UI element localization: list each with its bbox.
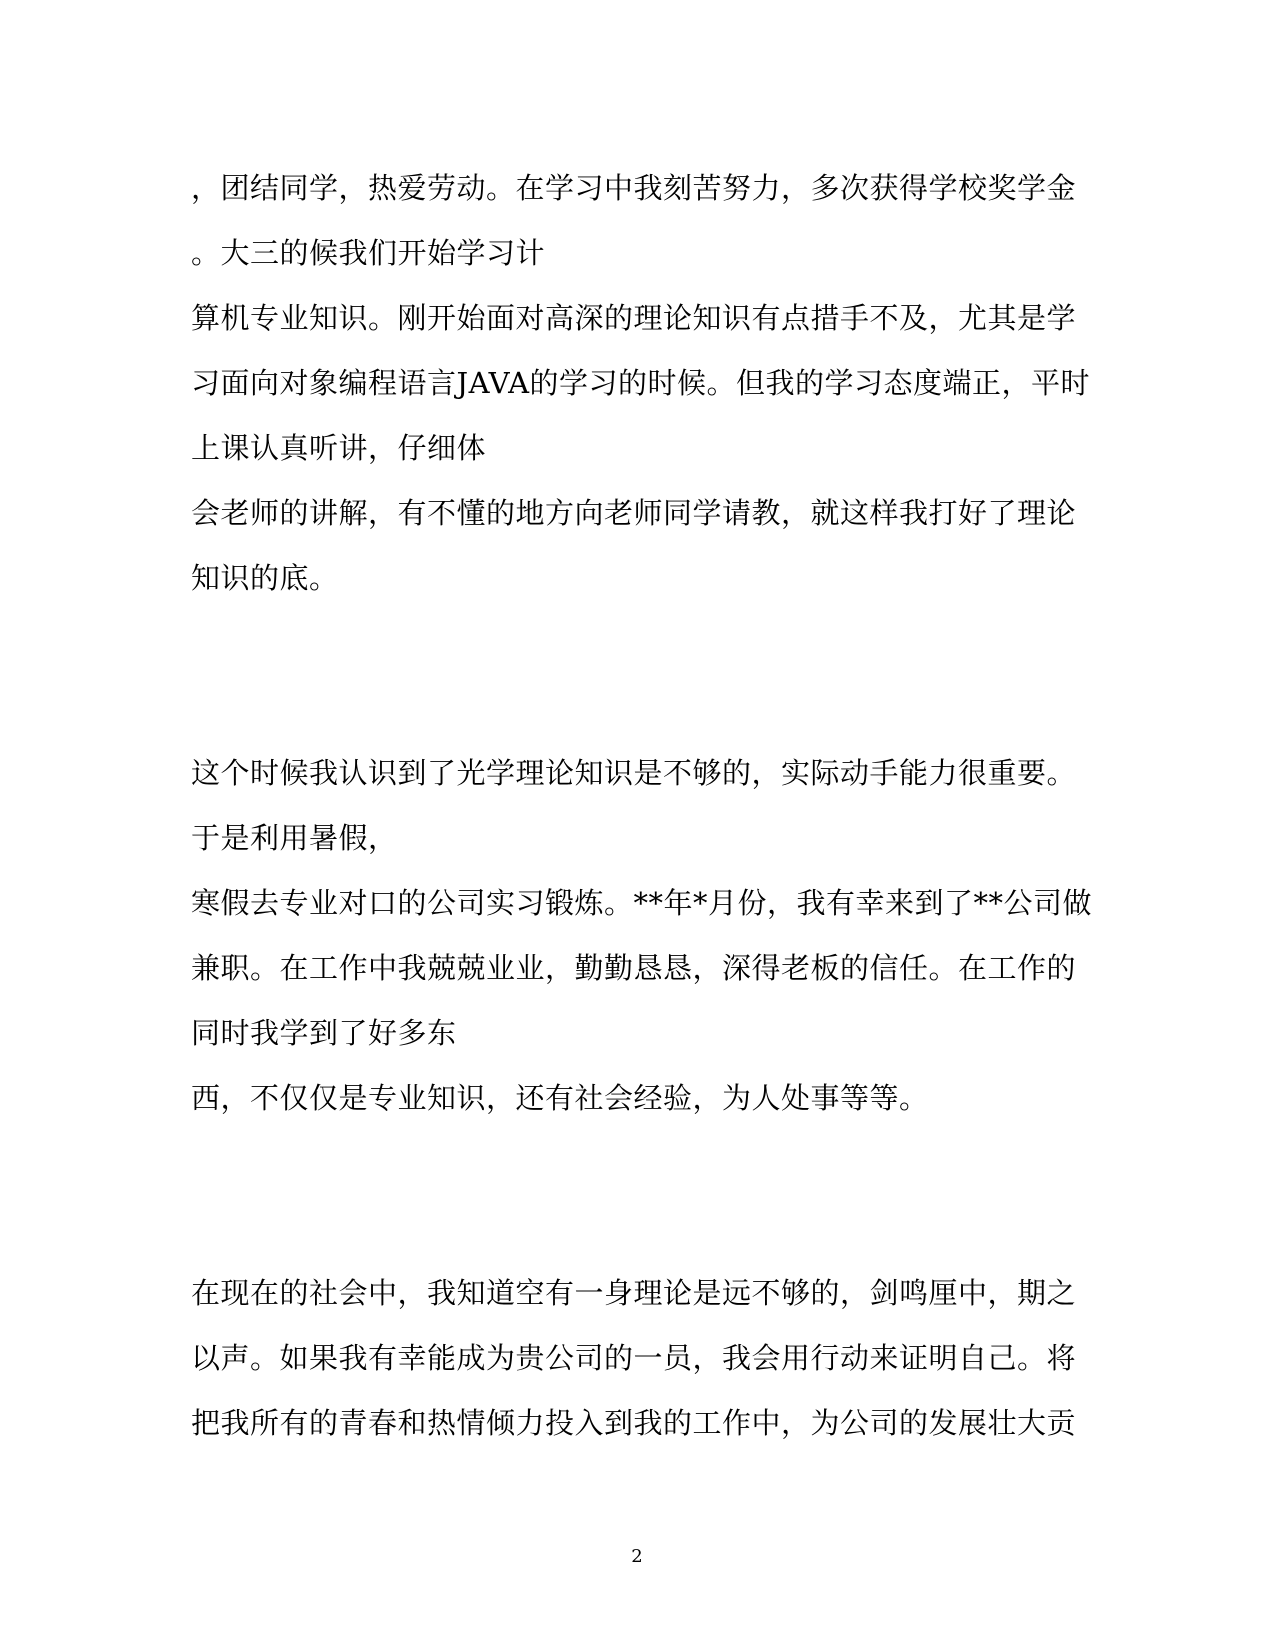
text-line: 寒假去专业对口的公司实习锻炼。**年*月份，我有幸来到了**公司做 — [191, 886, 1093, 920]
text-line: 同时我学到了好多东 — [191, 1016, 457, 1050]
text-line: 算机专业知识。刚开始面对高深的理论知识有点措手不及，尤其是学 — [191, 301, 1077, 335]
text-line: 上课认真听讲，仔细体 — [191, 431, 487, 465]
text-line: 。大三的候我们开始学习计 — [191, 236, 546, 270]
text-line: 知识的底。 — [191, 561, 339, 595]
text-line: 这个时候我认识到了光学理论知识是不够的，实际动手能力很重要。 — [191, 756, 1077, 790]
text-line: ，团结同学，热爱劳动。在学习中我刻苦努力，多次获得学校奖学金 — [191, 171, 1077, 205]
text-line: 会老师的讲解，有不懂的地方向老师同学请教，就这样我打好了理论 — [191, 496, 1077, 530]
page-number: 2 — [631, 1546, 643, 1567]
text-line: 于是利用暑假， — [191, 821, 398, 855]
text-line: 在现在的社会中，我知道空有一身理论是远不够的，剑鸣厘中，期之 — [191, 1276, 1077, 1310]
text-line: 把我所有的青春和热情倾力投入到我的工作中，为公司的发展壮大贡 — [191, 1406, 1077, 1440]
text-line: 以声。如果我有幸能成为贵公司的一员，我会用行动来证明自己。将 — [191, 1341, 1077, 1375]
text-line: 习面向对象编程语言JAVA的学习的时候。但我的学习态度端正，平时 — [191, 366, 1091, 400]
text-line: 西，不仅仅是专业知识，还有社会经验，为人处事等等。 — [191, 1081, 929, 1115]
text-line: 兼职。在工作中我兢兢业业，勤勤恳恳，深得老板的信任。在工作的 — [191, 951, 1077, 985]
